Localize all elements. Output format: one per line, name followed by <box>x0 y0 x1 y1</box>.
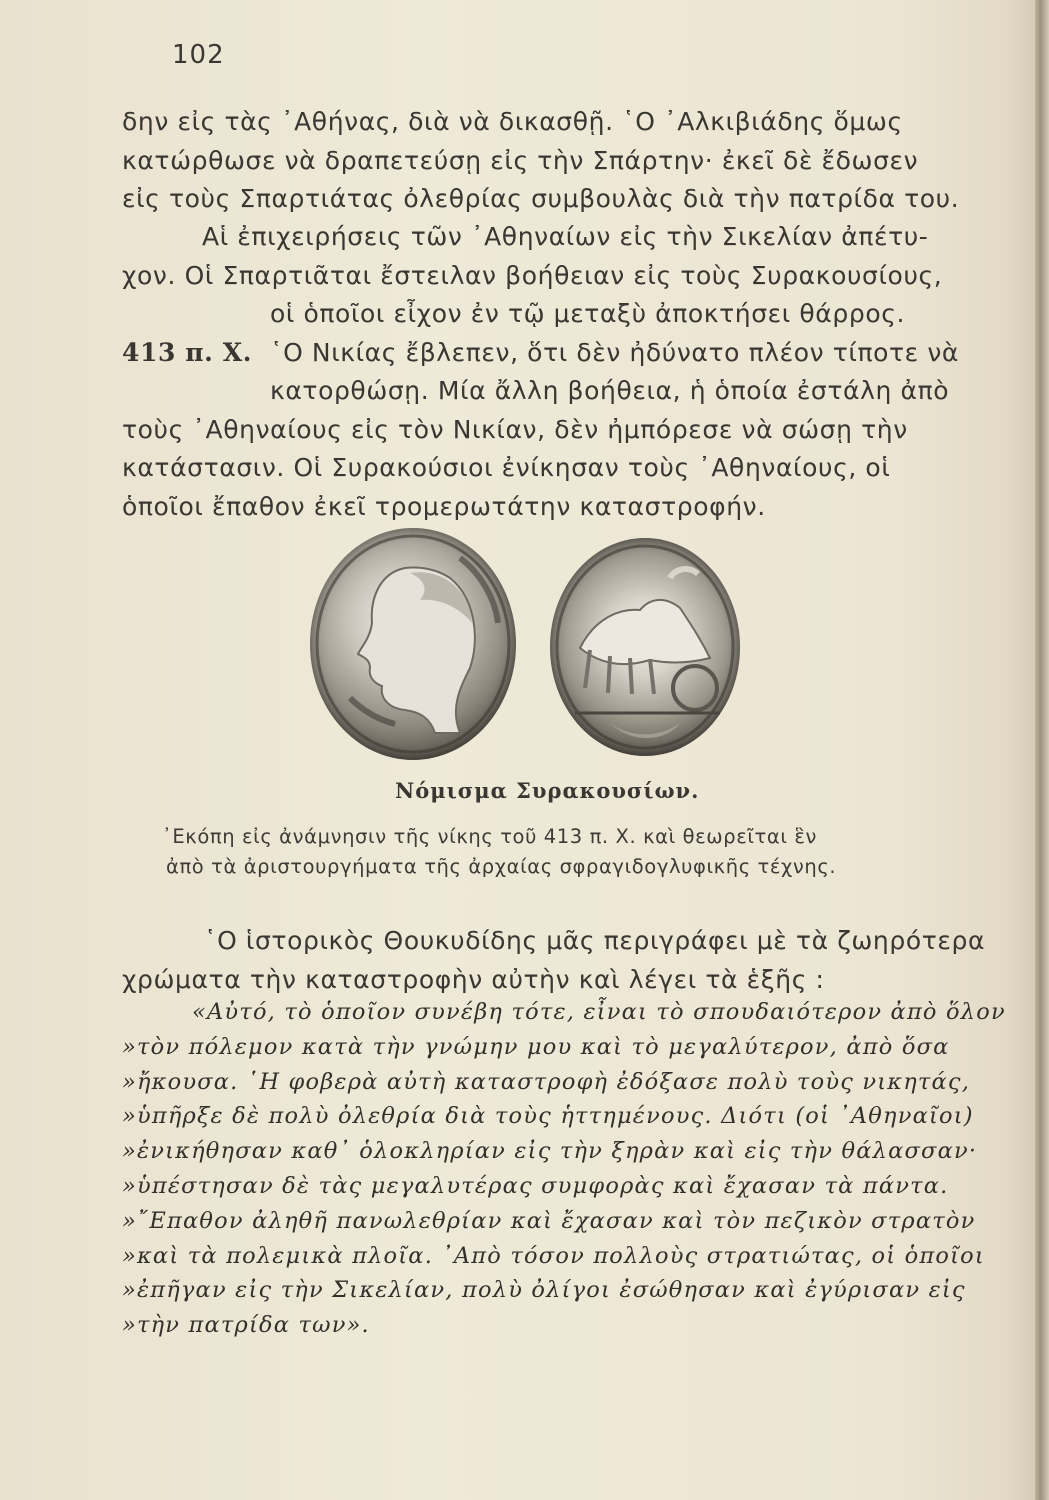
text-line: εἰς τοὺς Σπαρτιάτας ὀλεθρίας συμβουλὰς διὰ τὴν πατρίδα του. <box>122 184 960 213</box>
text-line: κατάστασιν. Οἱ Συρακούσιοι ἐνίκησαν τοὺς ᾿Αθηναίους, οἱ <box>122 453 891 482</box>
quote-line: »ἐνικήθησαν καθ᾿ ὁλοκληρίαν εἰς τὴν ξηρὰν καὶ εἰς τὴν θάλασσαν· <box>122 1138 978 1165</box>
figure-caption <box>162 822 962 882</box>
text-line-content: ῾Ο Νικίας ἔβλεπεν, ὅτι δὲν ἠδύνατο πλέον τίποτε νὰ <box>270 337 959 367</box>
paragraph-1 <box>122 103 962 219</box>
head-profile-icon <box>310 528 516 760</box>
coin-figure <box>310 528 730 768</box>
text-line: κατώρθωσε νὰ δραπετεύσῃ εἰς τὴν Σπάρτην· ἐκεῖ δὲ ἔδωσεν <box>122 145 919 175</box>
chariot-icon <box>550 538 740 756</box>
text-line: κατορθώσῃ. Μία ἄλλη βοήθεια, ἡ ὁποία ἐστάλη ἀπὸ <box>270 376 950 405</box>
quote-line: »ἐπῆγαν εἰς τὴν Σικελίαν, πολὺ ὀλίγοι ἐσώθησαν καὶ ἐγύρισαν εἰς <box>122 1277 966 1304</box>
caption-line: ἀπὸ τὰ ἀριστουργήματα τῆς ἀρχαίας σφραγιδογλυφικῆς τέχνης. <box>166 855 837 878</box>
text-line: χρώματα τὴν καταστροφὴν αὐτὴν καὶ λέγει τὰ ἑξῆς : <box>122 964 825 994</box>
coin-obverse-image <box>310 528 516 760</box>
text-line: οἱ ὁποῖοι εἶχον ἐν τῷ μεταξὺ ἀποκτήσει θάρρος. <box>270 299 906 328</box>
margin-date-note: 413 π. Χ. <box>122 337 253 367</box>
quote-line: »ὑπέστησαν δὲ τὰς μεγαλυτέρας συμφορὰς καὶ ἔχασαν τὰ πάντα. <box>122 1172 949 1199</box>
page-number: 102 <box>172 40 225 70</box>
text-line: χον. Οἱ Σπαρτιᾶται ἔστειλαν βοήθειαν εἰς τοὺς Συρακουσίους, <box>122 260 943 290</box>
text-line: δην εἰς τὰς ᾿Αθήνας, διὰ νὰ δικασθῇ. ῾Ο ᾿Αλκιβιάδης ὅμως <box>122 107 903 136</box>
quote-line: «Αὐτό, τὸ ὁποῖον συνέβη τότε, εἶναι τὸ σπουδαιότερον ἀπὸ ὅλον <box>192 999 1006 1025</box>
text-line: ὁποῖοι ἔπαθον ἐκεῖ τρομερωτάτην καταστροφήν. <box>122 491 766 521</box>
paragraph-3 <box>122 922 986 999</box>
text-line: τοὺς ᾿Αθηναίους εἰς τὸν Νικίαν, δὲν ἠμπόρεσε νὰ σώσῃ τὴν <box>122 414 908 444</box>
text-line: ῾Ο ἱστορικὸς Θουκυδίδης μᾶς περιγράφει μὲ τὰ ζωηρότερα <box>204 926 986 955</box>
paragraph-2 <box>122 218 962 526</box>
quote-line: »τὴν πατρίδα των». <box>122 1312 370 1339</box>
text-line: Αἱ ἐπιχειρήσεις τῶν ᾿Αθηναίων εἰς τὴν Σικελίαν ἀπέτυ- <box>202 222 929 251</box>
text-line-with-margin-note <box>122 334 962 373</box>
quote-line: »ὑπῆρξε δὲ πολὺ ὀλεθρία διὰ τοὺς ἡττημένους. Διότι (οἱ ᾿Αθηναῖοι) <box>122 1103 974 1130</box>
coin-reverse-image <box>550 538 740 756</box>
thucydides-quote <box>122 995 1006 1343</box>
quote-line: »ἤκουσα. ῾Η φοβερὰ αὐτὴ καταστροφὴ ἐδόξασε πολὺ τοὺς νικητάς, <box>122 1068 971 1095</box>
quote-line: »῎Επαθον ἀληθῆ πανωλεθρίαν καὶ ἔχασαν καὶ τὸν πεζικὸν στρατὸν <box>122 1207 976 1234</box>
page-edge <box>1035 0 1049 1500</box>
caption-line: ᾿Εκόπη εἰς ἀνάμνησιν τῆς νίκης τοῦ 413 π. Χ. καὶ θεωρεῖται ἓν <box>162 825 817 848</box>
quote-line: »τὸν πόλεμον κατὰ τὴν γνώμην μου καὶ τὸ μεγαλύτερον, ἀπὸ ὅσα <box>122 1033 950 1060</box>
quote-line: »καὶ τὰ πολεμικὰ πλοῖα. ᾿Απὸ τόσον πολλοὺς στρατιώτας, οἱ ὁποῖοι <box>122 1242 985 1269</box>
figure-title: Νόμισμα Συρακουσίων. <box>395 778 700 803</box>
